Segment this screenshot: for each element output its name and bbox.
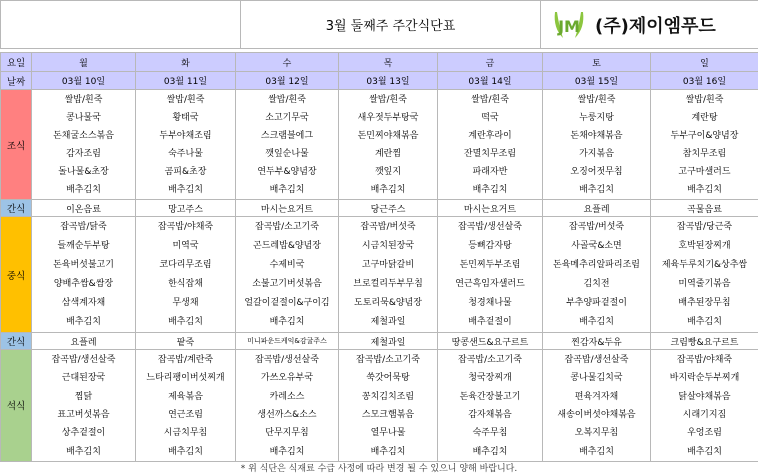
menu-item: 김치전 [583, 279, 610, 289]
menu-item: 소고기무국 [265, 113, 309, 123]
menu-item: 잔멸치무조림 [463, 149, 517, 159]
snack-item: 찐감자&두유 [543, 333, 651, 350]
page-title: 3월 둘째주 주간식단표 [241, 1, 541, 49]
brand-logo-icon [549, 8, 589, 42]
menu-item: 누룽지탕 [579, 113, 614, 123]
menu-item: 찜닭 [74, 391, 93, 402]
breakfast-cell [651, 90, 758, 200]
menu-item: 연두부&양념장 [257, 167, 317, 177]
brand-name: (주)제이엠푸드 [595, 15, 716, 37]
footnote: * 위 식단은 식재료 수급 사정에 따라 변경 될 수 있으니 양해 바랍니다. [240, 464, 518, 474]
menu-item: 생선까스&소스 [257, 409, 317, 420]
menu-item: 배추김치 [579, 185, 614, 195]
menu-item: 돈육버섯불고기 [53, 260, 114, 270]
snack-item: 요플레 [32, 333, 136, 350]
menu-item: 근대된장국 [61, 373, 106, 384]
menu-item: 돈민찌야채볶음 [357, 131, 419, 141]
menu-item: 배추김치 [579, 446, 614, 457]
menu-item: 황태국 [172, 113, 199, 123]
menu-item: 배추김치 [687, 446, 722, 457]
menu-item: 배추김치 [579, 317, 614, 327]
menu-item: 배추김치 [370, 446, 406, 457]
menu-item: 무생채 [172, 298, 199, 308]
menu-item: 연근흑임자샐러드 [455, 279, 525, 289]
menu-item: 오징어젓무침 [570, 167, 623, 177]
menu-item: 돈채야채볶음 [570, 131, 623, 141]
date-header: 03월 13일 [339, 72, 438, 90]
menu-item: 브로컬리두부무침 [353, 279, 423, 289]
menu-item: 배추김치 [168, 446, 203, 457]
menu-item: 오복지무침 [574, 428, 619, 439]
lunch-cell [136, 217, 236, 333]
snack-item: 마시는요거트 [438, 200, 543, 217]
menu-item: 잡곡밥/소고기죽 [356, 355, 420, 365]
menu-item: 돈채굴소스볶음 [53, 131, 114, 141]
lunch-cell [236, 217, 339, 333]
menu-item: 깻잎순나물 [265, 149, 309, 159]
menu-item: 연근조림 [168, 409, 203, 420]
menu-item: 배추된장무침 [678, 298, 731, 308]
snack2-row [1, 333, 758, 350]
menu-item: 열무나물 [370, 428, 406, 439]
menu-item: 잡곡밥/당근죽 [676, 222, 733, 232]
menu-item: 카레소스 [269, 391, 305, 402]
dinner-cell [438, 350, 543, 462]
breakfast-cell [32, 90, 136, 200]
menu-item: 쑥갓어묵탕 [366, 373, 410, 384]
menu-item: 배추김치 [66, 317, 101, 327]
snack2-label: 간식 [1, 333, 32, 350]
date-header: 03월 11일 [136, 72, 236, 90]
snack1-row [1, 200, 758, 217]
snack-item: 땅콩샌드&요구르트 [438, 333, 543, 350]
menu-item: 콩나물국 [66, 113, 101, 123]
menu-item: 배추김치 [168, 185, 203, 195]
menu-item: 얼갈이겉절이&구이김 [244, 298, 330, 308]
menu-item: 배추김치 [687, 317, 722, 327]
snack1-label: 간식 [1, 200, 32, 217]
menu-item: 배추김치 [269, 446, 305, 457]
date-header: 03월 16일 [651, 72, 758, 90]
date-header: 03월 10일 [32, 72, 136, 90]
menu-item: 고구마닭갈비 [361, 260, 415, 270]
menu-item: 시금치된장국 [361, 241, 415, 251]
date-header: 03월 15일 [543, 72, 651, 90]
menu-item: 계란탕 [691, 113, 718, 123]
menu-item: 쌀밥/흰죽 [685, 95, 724, 105]
menu-item: 우엉조림 [687, 428, 722, 439]
header-blank [1, 1, 241, 49]
menu-item: 쌀밥/흰죽 [471, 95, 509, 105]
menu-item: 잡곡밥/생선살죽 [255, 355, 319, 365]
menu-item: 배추김치 [269, 185, 305, 195]
menu-item: 미역국 [172, 241, 199, 251]
day-label: 요일 [1, 53, 32, 72]
menu-item: 잡곡밥/생선살죽 [458, 222, 522, 232]
menu-item: 양배추쌈&쌈장 [53, 279, 114, 289]
menu-item: 청국장찌개 [468, 373, 512, 384]
menu-item: 잡곡밥/계란죽 [157, 355, 214, 365]
menu-item: 배추김치 [269, 317, 305, 327]
breakfast-cell [136, 90, 236, 200]
day-header: 토 [543, 53, 651, 72]
menu-item: 등뼈감자탕 [468, 241, 512, 251]
dinner-cell [651, 350, 758, 462]
menu-item: 미역줄기볶음 [678, 279, 731, 289]
day-header: 화 [136, 53, 236, 72]
breakfast-cell [543, 90, 651, 200]
dinner-label: 석식 [1, 350, 32, 462]
menu-item: 잡곡밥/야채죽 [676, 355, 733, 365]
menu-item: 수제비국 [269, 260, 305, 270]
menu-item: 코다리무조림 [159, 260, 212, 270]
menu-item: 파래자반 [472, 167, 508, 177]
menu-item: 계란후라이 [468, 131, 512, 141]
snack-item: 제철과일 [339, 333, 438, 350]
menu-item: 곤드레밥&양념장 [253, 241, 321, 251]
date-label: 날짜 [1, 72, 32, 90]
breakfast-label: 조식 [1, 90, 32, 200]
menu-item: 소불고기버섯볶음 [252, 279, 322, 289]
menu-item: 쌀밥/흰죽 [577, 95, 616, 105]
menu-item: 단무지무침 [265, 428, 309, 439]
menu-item: 가쓰오유부국 [260, 373, 314, 384]
menu-table [0, 52, 758, 462]
menu-item: 잡곡밥/생선살죽 [564, 355, 629, 365]
snack-item: 곡물음료 [651, 200, 758, 217]
menu-item: 계란찜 [374, 149, 402, 159]
brand-cell [541, 1, 758, 49]
date-header: 03월 12일 [236, 72, 339, 90]
menu-item: 쌀밥/흰죽 [166, 95, 205, 105]
menu-item: 콩나물김치국 [570, 373, 623, 384]
day-header: 금 [438, 53, 543, 72]
lunch-cell [543, 217, 651, 333]
menu-item: 부추양파겉절이 [566, 298, 627, 308]
menu-item: 잡곡밥/닭죽 [60, 222, 107, 232]
snack-item: 마시는요거트 [236, 200, 339, 217]
menu-item: 잡곡밥/버섯죽 [568, 222, 625, 232]
breakfast-cell [236, 90, 339, 200]
breakfast-cell [438, 90, 543, 200]
menu-item: 호박된장찌개 [678, 241, 731, 251]
menu-item: 시래기지짐 [682, 409, 727, 420]
menu-item: 고구마샐러드 [678, 167, 731, 177]
menu-item: 두부야채조림 [159, 131, 212, 141]
snack-item: 요플레 [543, 200, 651, 217]
menu-item: 배추겉절이 [468, 317, 512, 327]
menu-item: 꽁치김치조림 [361, 391, 415, 402]
day-row [1, 53, 758, 72]
menu-item: 배추김치 [370, 185, 406, 195]
day-header: 일 [651, 53, 758, 72]
day-header: 목 [339, 53, 438, 72]
menu-item: 바지락순두부찌개 [669, 373, 740, 384]
menu-item: 떡국 [481, 113, 499, 123]
dinner-cell [32, 350, 136, 462]
menu-item: 청경채나물 [468, 298, 512, 308]
menu-item: 깻잎지 [374, 167, 402, 177]
breakfast-row [1, 90, 758, 200]
date-header: 03월 14일 [438, 72, 543, 90]
dinner-cell [236, 350, 339, 462]
menu-item: 편육겨자채 [574, 391, 619, 402]
menu-item: 시금치무침 [163, 428, 208, 439]
date-row [1, 72, 758, 90]
menu-item: 새우젓두부탕국 [357, 113, 419, 123]
menu-item: 잡곡밥/소고기죽 [255, 222, 319, 232]
menu-item: 배추김치 [687, 185, 722, 195]
menu-item: 표고버섯볶음 [57, 409, 110, 420]
menu-item: 돈민찌두부조림 [459, 260, 521, 270]
day-header: 월 [32, 53, 136, 72]
menu-item: 제철과일 [370, 317, 406, 327]
menu-item: 상추겉절이 [61, 428, 106, 439]
lunch-cell [32, 217, 136, 333]
menu-item: 삼색계자채 [61, 298, 106, 308]
snack-item: 당근주스 [339, 200, 438, 217]
dinner-cell [339, 350, 438, 462]
lunch-cell [339, 217, 438, 333]
menu-item: 가지볶음 [579, 149, 614, 159]
dinner-cell [136, 350, 236, 462]
menu-item: 스크램블에그 [260, 131, 314, 141]
menu-item: 숙주무침 [472, 428, 508, 439]
menu-item: 제육두루치기&상추쌈 [661, 260, 748, 270]
menu-item: 돌나물&초장 [58, 167, 109, 177]
snack-item: 팥죽 [136, 333, 236, 350]
menu-item: 배추김치 [66, 185, 101, 195]
snack-item: 이온음료 [32, 200, 136, 217]
snack-item: 크림빵&요구르트 [651, 333, 758, 350]
menu-item: 스모크햄볶음 [361, 409, 415, 420]
dinner-row [1, 350, 758, 462]
breakfast-cell [339, 90, 438, 200]
menu-item: 배추김치 [472, 185, 508, 195]
lunch-label: 중식 [1, 217, 32, 333]
menu-item: 제육볶음 [168, 391, 203, 402]
snack-item: 미니파운드케익&감귤주스 [236, 333, 339, 350]
menu-item: 감자조림 [66, 149, 101, 159]
svg-text:JM: JM [558, 16, 580, 36]
menu-item: 쌀밥/흰죽 [369, 95, 407, 105]
menu-item: 쌀밥/흰죽 [268, 95, 306, 105]
lunch-row [1, 217, 758, 333]
lunch-cell [438, 217, 543, 333]
menu-item: 도토리묵&양념장 [354, 298, 422, 308]
menu-item: 한식잡채 [168, 279, 203, 289]
menu-item: 돈육간장불고기 [459, 391, 521, 402]
menu-item: 감자채볶음 [468, 409, 512, 420]
menu-item: 곰피&초장 [164, 167, 207, 177]
menu-item: 배추김치 [472, 446, 508, 457]
menu-item: 닭살야채볶음 [678, 391, 731, 402]
menu-item: 참치무조림 [682, 149, 727, 159]
menu-item: 잡곡밥/소고기죽 [458, 355, 522, 365]
day-header: 수 [236, 53, 339, 72]
menu-item: 배추김치 [66, 446, 101, 457]
menu-item: 잡곡밥/생선살죽 [51, 355, 116, 365]
dinner-cell [543, 350, 651, 462]
menu-item: 새송이버섯야채볶음 [557, 409, 636, 420]
lunch-cell [651, 217, 758, 333]
menu-item: 사골국&소면 [571, 241, 622, 251]
menu-item: 쌀밥/흰죽 [64, 95, 103, 105]
menu-item: 느타리팽이버섯찌개 [146, 373, 225, 384]
header-table [0, 0, 758, 49]
menu-item: 잡곡밥/버섯죽 [360, 222, 416, 232]
menu-item: 돈육메추리알파리조림 [553, 260, 640, 270]
snack-item: 망고주스 [136, 200, 236, 217]
menu-item: 두부구이&양념장 [670, 131, 739, 141]
menu-item: 숙주나물 [168, 149, 203, 159]
menu-item: 배추김치 [168, 317, 203, 327]
menu-item: 잡곡밥/야채죽 [157, 222, 214, 232]
menu-item: 들깨순두부탕 [57, 241, 110, 251]
